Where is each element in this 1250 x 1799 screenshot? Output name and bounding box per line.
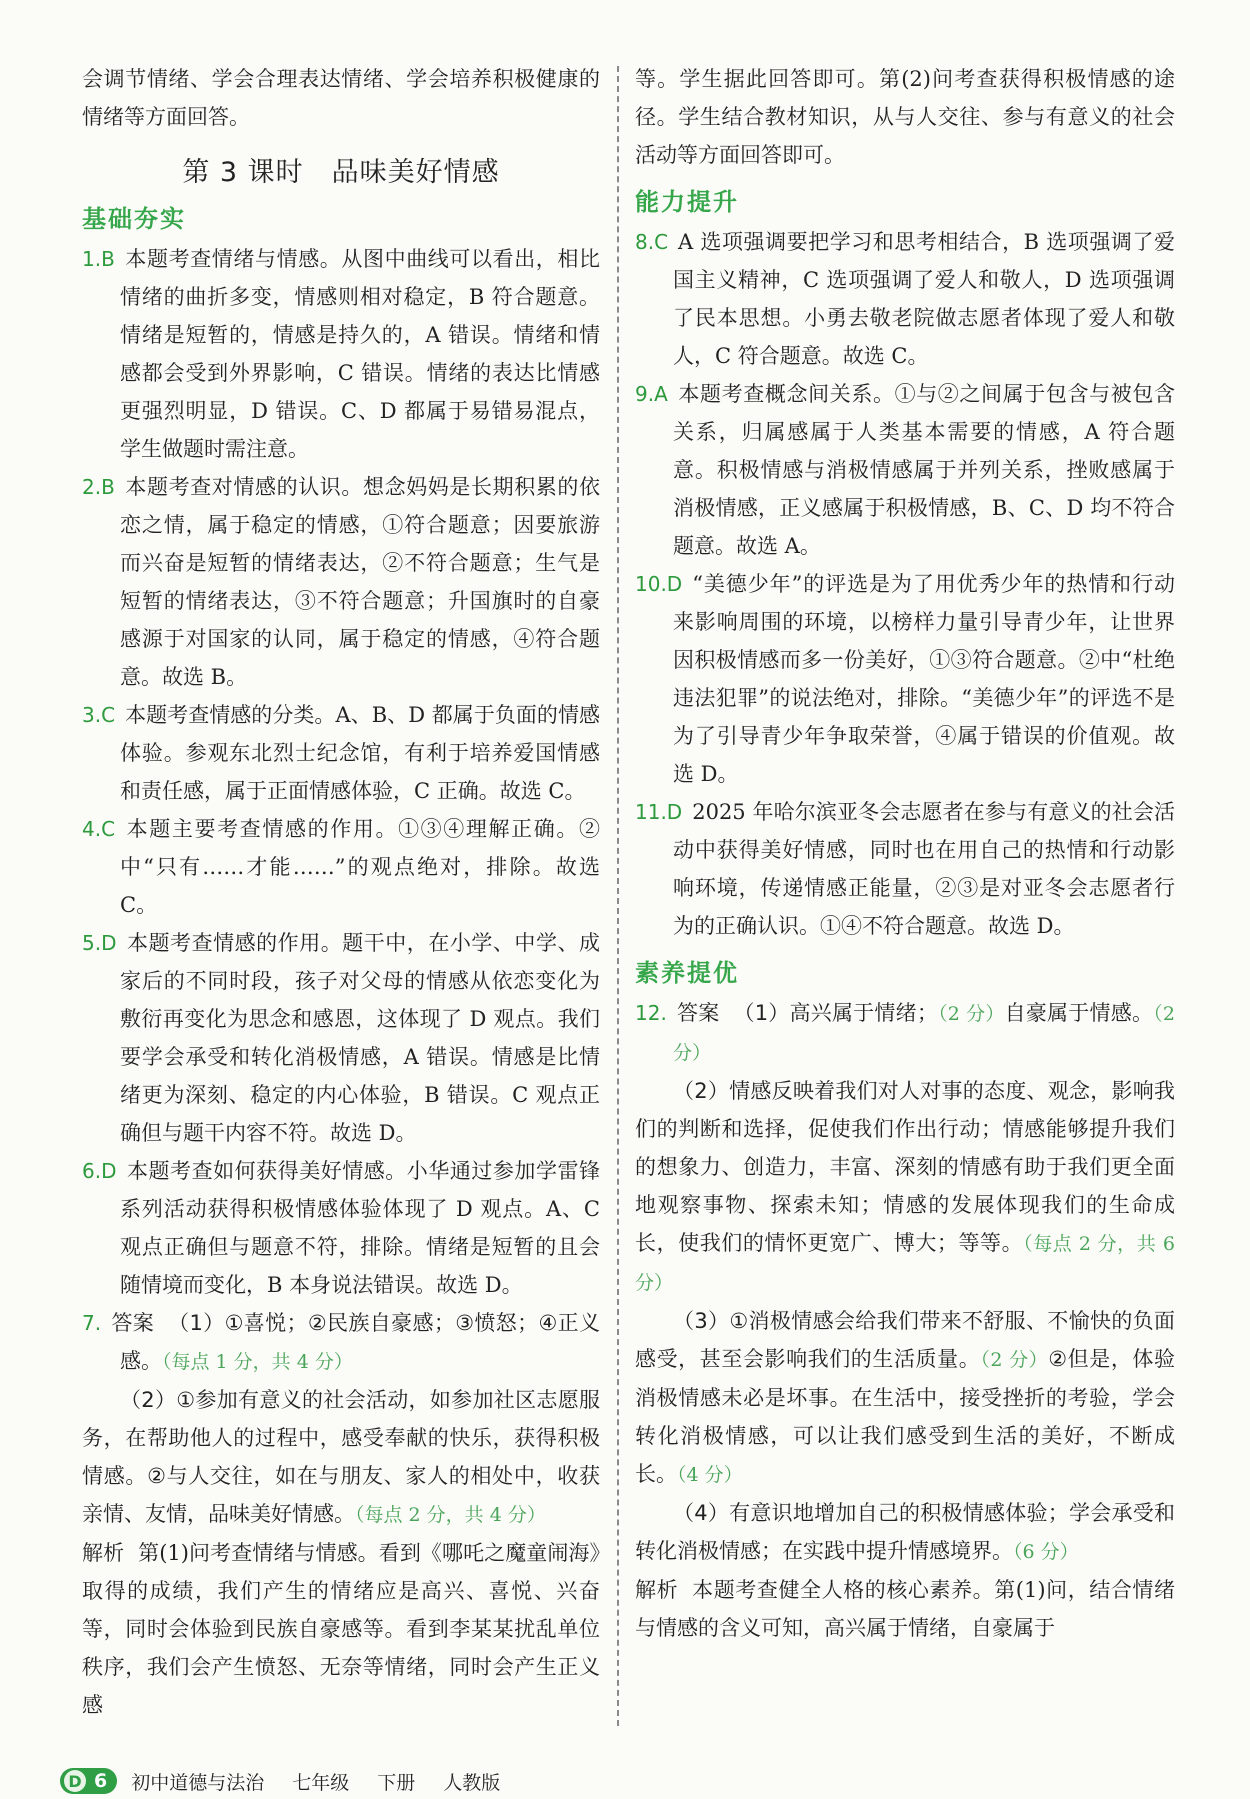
answer-item: 3.C 本题考查情感的分类。A、B、D 都属于负面的情感体验。参观东北烈士纪念馆，有利于培养爱国情感和责任感，属于正面情感体验，C 正确。故选 C。	[82, 703, 600, 803]
lesson-title: 第 3 课时 品味美好情感	[182, 157, 500, 188]
q12-part2: （2）情感反映着我们对人对事的态度、观念，影响我们的判断和选择，促使我们作出行动；情感能够提升我们的想象力、创造力，丰富、深刻的情感有助于我们更全面地观察事物、探索未知；情感的发展体现我们的生命成长，使我们的情怀更宽广、博大；等等。（每点 2 分，共 6 分）	[635, 1079, 1176, 1294]
badge-letter: D	[64, 1770, 86, 1792]
answer-item: 9.A 本题考查概念间关系。①与②之间属于包含与被包含关系，归属感属于人类基本需要的情感，A 符合题意。积极情感与消极情感属于并列关系，挫败感属于消极情感，正义感属于积极情感，B、C、D 均不符合题意。故选 A。	[635, 382, 1175, 558]
right-intro: 等。学生据此回答即可。第(2)问考查获得积极情感的途径。学生结合教材知识，从与人交往、参与有意义的社会活动等方面回答即可。	[635, 67, 1175, 167]
answer-item: 2.B 本题考查对情感的认识。想念妈妈是长期积累的依恋之情，属于稳定的情感，①符合题意；因要旅游而兴奋是短暂的情绪表达，②不符合题意；生气是短暂的情绪表达，③不符合题意；升国旗时的自豪感源于对国家的认同，属于稳定的情感，④符合题意。故选 B。	[82, 475, 600, 689]
answer-item: 6.D 本题考查如何获得美好情感。小华通过参加学雷锋系列活动获得积极情感体验体现了 D 观点。A、C 观点正确但与题意不符，排除。情绪是短暂的且会随情境而变化，B 本身说法错误。故选 D。	[82, 1159, 600, 1297]
q12-analysis: 解析 本题考查健全人格的核心素养。第(1)问，结合情绪与情感的含义可知，高兴属于情绪，自豪属于	[635, 1578, 1175, 1640]
answer-item: 8.C A 选项强调要把学习和思考相结合，B 选项强调了爱国主义精神，C 选项强调了爱人和敬人，D 选项强调了民本思想。小勇去敬老院做志愿者体现了爱人和敬人，C 符合题意。故选 C。	[635, 230, 1175, 368]
q12-part4: （4）有意识地增加自己的积极情感体验；学会承受和转化消极情感；在实践中提升情感境界。（6 分）	[635, 1501, 1175, 1563]
section-heading-basic: 基础夯实	[82, 205, 186, 233]
q7-answer: 7. 答案 （1）①喜悦；②民族自豪感；③愤怒；④正义感。（每点 1 分，共 4 分）	[82, 1311, 600, 1373]
q12-part3: （3）①消极情感会给我们带来不舒服、不愉快的负面感受，甚至会影响我们的生活质量。（2 分）②但是，体验消极情感未必是坏事。在生活中，接受挫折的考验，学会转化消极情感，可以让我们感受到生活的美好，不断成长。（4 分）	[635, 1309, 1175, 1486]
q12-answer: 12. 答案 （1）高兴属于情绪；（2 分）自豪属于情感。（2 分）	[635, 1001, 1175, 1064]
answer-item: 10.D “美德少年”的评选是为了用优秀少年的热情和行动来影响周围的环境，以榜样力量引导青少年，让世界因积极情感而多一份美好，①③符合题意。②中“杜绝违法犯罪”的说法绝对，排除。“美德少年”的评选不是为了引导青少年争取荣誉，④属于错误的价值观。故选 D。	[635, 572, 1175, 786]
answer-item: 4.C 本题主要考查情感的作用。①③④理解正确。②中“只有……才能……”的观点绝对，排除。故选 C。	[82, 817, 600, 917]
grade-label: 七年级	[292, 1771, 350, 1794]
volume-label: 下册	[377, 1771, 416, 1794]
column-divider	[617, 66, 619, 1726]
page-badge	[60, 1768, 117, 1794]
left-intro: 会调节情绪、学会合理表达情绪、学会培养积极健康的情绪等方面回答。	[82, 67, 600, 129]
right-column	[635, 60, 1175, 1647]
edition-label: 人教版	[443, 1771, 501, 1794]
section-heading-literacy: 素养提优	[635, 959, 739, 987]
left-column	[82, 60, 600, 1724]
book-title: 初中道德与法治	[131, 1771, 265, 1794]
answer-item: 5.D 本题考查情感的作用。题干中，在小学、中学、成家后的不同时段，孩子对父母的情感从依恋变化为敷衍再变化为思念和感恩，这体现了 D 观点。我们要学会承受和转化消极情感，A 错误。情感是比情绪更为深刻、稳定的内心体验，B 错误。C 观点正确但与题干内容不符。故选 D。	[82, 931, 600, 1145]
answer-item: 1.B 本题考查情绪与情感。从图中曲线可以看出，相比情绪的曲折多变，情感则相对稳定，B 符合题意。情绪是短暂的，情感是持久的，A 错误。情绪和情感都会受到外界影响，C 错误。情绪的表达比情感更强烈明显，D 错误。C、D 都属于易错易混点，学生做题时需注意。	[82, 247, 600, 461]
page-footer	[60, 1766, 500, 1796]
section-heading-ability: 能力提升	[635, 188, 739, 216]
q7-analysis: 解析 第(1)问考查情绪与情感。看到《哪吒之魔童闹海》取得的成绩，我们产生的情绪应是高兴、喜悦、兴奋等，同时会体验到民族自豪感等。看到李某某扰乱单位秩序，我们会产生愤怒、无奈等情绪，同时会产生正义感	[82, 1541, 600, 1717]
q7-part2: （2）①参加有意义的社会活动，如参加社区志愿服务，在帮助他人的过程中，感受奉献的快乐，获得积极情感。②与人交往，如在与朋友、家人的相处中，收获亲情、友情，品味美好情感。（每点 2 分，共 4 分）	[82, 1388, 600, 1526]
answer-item: 11.D 2025 年哈尔滨亚冬会志愿者在参与有意义的社会活动中获得美好情感，同时也在用自己的热情和行动影响环境，传递情感正能量，②③是对亚冬会志愿者行为的正确认识。①④不符合题意。故选 D。	[635, 800, 1175, 938]
page-number: 6	[94, 1770, 108, 1792]
